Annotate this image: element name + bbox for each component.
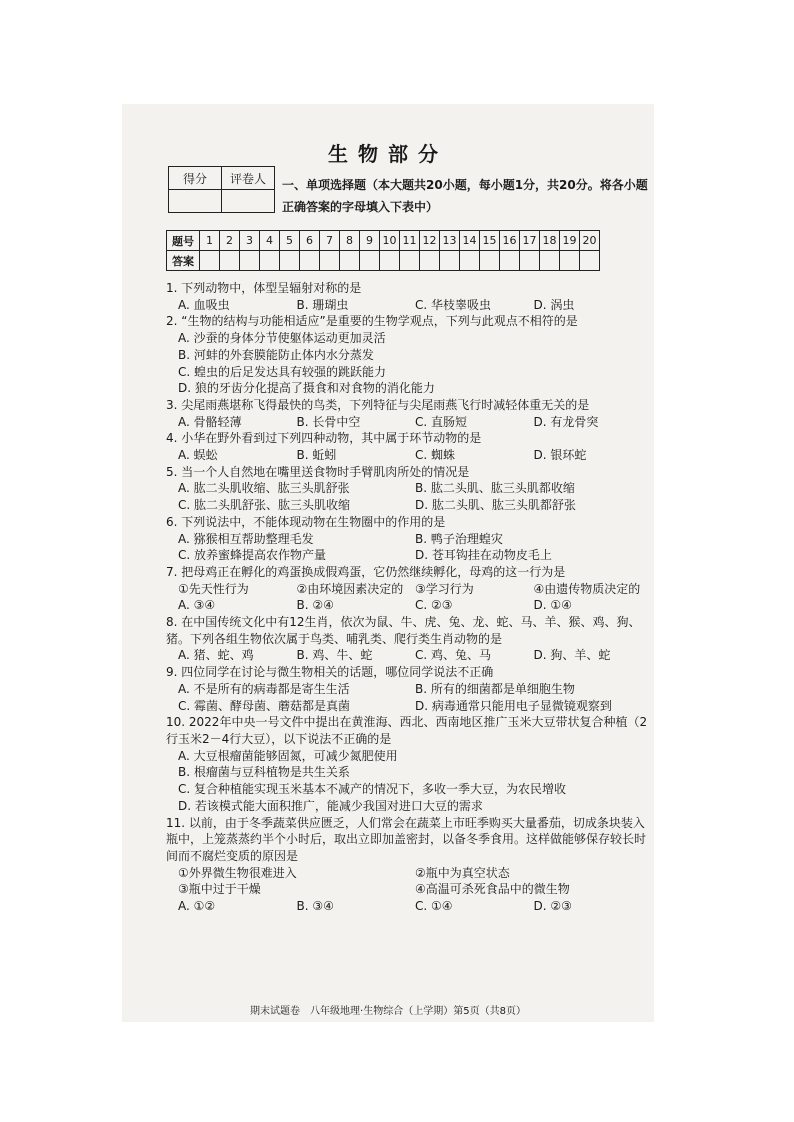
- answer-option: A. 大豆根瘤菌能够固氮，可减少氮肥使用: [178, 748, 398, 763]
- question-number-cell: 20: [580, 231, 600, 251]
- option-list: [166, 447, 652, 464]
- option-list: [166, 647, 652, 664]
- answer-option: C. 直肠短: [415, 414, 468, 429]
- answer-option: B. 蚯蚓: [296, 448, 337, 463]
- question-stem: 7. 把母鸡正在孵化的鸡蛋换成假鸡蛋，它仍然继续孵化，母鸡的这一行为是: [166, 564, 566, 579]
- question-stem: 2. “生物的结构与功能相适应”是重要的生物学观点，下列与此观点不相符的是: [166, 314, 578, 329]
- answer-cell[interactable]: [540, 251, 560, 271]
- answer-option: B. 珊瑚虫: [296, 297, 349, 312]
- answer-option: B. 鸭子治理蝗灾: [415, 531, 503, 546]
- question-block: [166, 397, 652, 430]
- answer-cell[interactable]: [560, 251, 580, 271]
- grader-cell[interactable]: [222, 190, 275, 213]
- answer-option: D. 狗、羊、蛇: [533, 648, 611, 663]
- answer-option: A. 不是所有的病毒都是寄生生活: [178, 681, 350, 696]
- answer-option: B. 根瘤菌与豆科植物是共生关系: [178, 765, 350, 780]
- answer-option: C. 蜘蛛: [415, 448, 456, 463]
- question-number-cell: 4: [260, 231, 280, 251]
- answer-option: D. 若该模式能大面积推广，能减少我国对进口大豆的需求: [178, 798, 483, 813]
- answer-option: D. 涡虫: [533, 297, 575, 312]
- question-stem: 3. 尖尾雨燕堪称飞得最快的鸟类，下列特征与尖尾雨燕飞行时减轻体重无关的是: [166, 397, 590, 412]
- option-list: [166, 681, 652, 714]
- question-number-cell: 18: [540, 231, 560, 251]
- question-stem: 10. 2022年中央一号文件中提出在黄淮海、西北、西南地区推广玉米大豆带状复合种植（2行玉米2－4行大豆），以下说法不正确的是: [166, 715, 648, 746]
- question-number-cell: 15: [480, 231, 500, 251]
- answer-cell[interactable]: [240, 251, 260, 271]
- option-list: [166, 480, 652, 513]
- answer-option: C. 蝗虫的后足发达具有较强的跳跃能力: [178, 364, 387, 379]
- answer-option: ③学习行为: [415, 581, 474, 596]
- answer-option: A. 猕猴相互帮助整理毛发: [178, 531, 314, 546]
- page-title: 生物部分: [328, 142, 448, 166]
- question-stem: 9. 四位同学在讨论与微生物相关的话题，哪位同学说法不正确: [166, 665, 494, 680]
- question-block: [166, 430, 652, 463]
- answer-option: A. ①②: [178, 899, 216, 914]
- score-cell[interactable]: [169, 190, 222, 213]
- question-number-cell: 1: [200, 231, 220, 251]
- answer-label: 答案: [167, 251, 200, 271]
- answer-option: C. 肱二头肌舒张、肱三头肌收缩: [178, 498, 351, 513]
- answer-option: C. 华枝睾吸虫: [415, 297, 492, 312]
- answer-option: ①外界微生物很难进入: [178, 865, 297, 880]
- answer-option: C. ①④: [415, 899, 453, 914]
- question-number-cell: 5: [280, 231, 300, 251]
- question-stem: 6. 下列说法中，不能体现动物在生物圈中的作用的是: [166, 514, 446, 529]
- answer-option: B. 鸡、牛、蛇: [296, 648, 373, 663]
- option-list: [166, 898, 652, 915]
- question-number-label: 题号: [167, 231, 200, 251]
- grader-label: 评卷人: [222, 167, 275, 190]
- section-heading: 一、单项选择题（本大题共20小题，每小题1分，共20分。将各小题正确答案的字母填入下表中）: [282, 178, 648, 214]
- question-number-cell: 3: [240, 231, 260, 251]
- answer-option: A. 骨骼轻薄: [178, 414, 242, 429]
- answer-option: A. 蜈蚣: [178, 448, 218, 463]
- answer-cell[interactable]: [260, 251, 280, 271]
- answer-option: A. ③④: [178, 598, 216, 613]
- answer-option: C. 鸡、兔、马: [415, 648, 492, 663]
- option-list: [166, 581, 652, 614]
- answer-cell[interactable]: [460, 251, 480, 271]
- question-number-cell: 6: [300, 231, 320, 251]
- answer-cell[interactable]: [440, 251, 460, 271]
- answer-cell[interactable]: [520, 251, 540, 271]
- answer-option: D. 病毒通常只能用电子显微镜观察到: [415, 698, 612, 713]
- page-footer: 期末试题卷 八年级地理·生物综合（上学期）第5页（共8页）: [250, 1006, 526, 1017]
- exam-page: [122, 104, 654, 1022]
- answer-cell[interactable]: [220, 251, 240, 271]
- question-number-cell: 8: [340, 231, 360, 251]
- answer-option: D. 有龙骨突: [533, 414, 599, 429]
- answer-option: D. 肱二头肌、肱三头肌都舒张: [415, 498, 576, 513]
- answer-option: B. 长骨中空: [296, 414, 361, 429]
- score-box: [168, 166, 275, 213]
- question-number-cell: 13: [440, 231, 460, 251]
- option-list: [166, 297, 652, 314]
- answer-option: C. 复合种植能实现玉米基本不减产的情况下，多收一季大豆，为农民增收: [178, 782, 567, 797]
- answer-cell[interactable]: [300, 251, 320, 271]
- answer-option: D. 狼的牙齿分化提高了摄食和对食物的消化能力: [178, 381, 435, 396]
- option-list: [166, 330, 652, 397]
- question-number-cell: 9: [360, 231, 380, 251]
- answer-option: A. 肱二头肌收缩、肱三头肌舒张: [178, 481, 350, 496]
- question-stem: 11. 以前，由于冬季蔬菜供应匮乏，人们常会在蔬菜上市旺季购买大量番茄，切成条块装入瓶中，上笼蒸蒸约半个小时后，取出立即加盖密封，以备冬季食用。这样做能够保存较长时间而不腐烂变质的原因是: [166, 815, 647, 863]
- answer-option: C. 霉菌、酵母菌、蘑菇都是真菌: [178, 698, 351, 713]
- answer-option: D. 苍耳钩挂在动物皮毛上: [415, 548, 552, 563]
- answer-option: ④高温可杀死食品中的微生物: [415, 882, 570, 897]
- question-block: [166, 815, 652, 899]
- score-label: 得分: [169, 167, 222, 190]
- question-block: [166, 614, 652, 664]
- answer-cell[interactable]: [580, 251, 600, 271]
- question-block: [166, 313, 652, 397]
- question-stem: 1. 下列动物中，体型呈辐射对称的是: [166, 281, 362, 295]
- option-list: [166, 531, 652, 564]
- answer-option: C. 放养蜜蜂提高农作物产量: [178, 548, 327, 563]
- answer-option: ④由遗传物质决定的: [533, 581, 641, 596]
- question-number-cell: 17: [520, 231, 540, 251]
- answer-option: D. ②③: [533, 899, 572, 914]
- question-list: [166, 280, 652, 915]
- question-block: [166, 714, 652, 814]
- answer-option: B. ②④: [296, 598, 334, 613]
- question-block: [166, 664, 652, 714]
- answer-option: A. 猪、蛇、鸡: [178, 648, 254, 663]
- question-stem: 5. 当一个人自然地在嘴里送食物时手臂肌肉所处的情况是: [166, 464, 470, 479]
- answer-cell[interactable]: [480, 251, 500, 271]
- answer-option: D. ①④: [533, 598, 572, 613]
- question-number-cell: 7: [320, 231, 340, 251]
- answer-cell[interactable]: [340, 251, 360, 271]
- answer-cell[interactable]: [200, 251, 220, 271]
- question-block: [166, 464, 652, 514]
- answer-table: [166, 230, 600, 271]
- answer-cell[interactable]: [500, 251, 520, 271]
- question-block: [166, 898, 652, 915]
- answer-cell[interactable]: [400, 251, 420, 271]
- answer-option: A. 血吸虫: [178, 297, 230, 312]
- answer-cell[interactable]: [360, 251, 380, 271]
- question-number-cell: 12: [420, 231, 440, 251]
- answer-cell[interactable]: [280, 251, 300, 271]
- answer-option: B. ③④: [296, 899, 334, 914]
- question-block: [166, 280, 652, 313]
- answer-cell[interactable]: [420, 251, 440, 271]
- question-number-cell: 10: [380, 231, 400, 251]
- question-number-cell: 14: [460, 231, 480, 251]
- question-stem: 4. 小华在野外看到过下列四种动物，其中属于环节动物的是: [166, 431, 482, 446]
- question-number-cell: 16: [500, 231, 520, 251]
- answer-option: ②由环境因素决定的: [296, 581, 404, 596]
- question-block: [166, 564, 652, 614]
- option-list: [166, 414, 652, 431]
- answer-option: ①先天性行为: [178, 581, 249, 596]
- answer-option: D. 银环蛇: [533, 448, 587, 463]
- answer-option: B. 河蚌的外套膜能防止体内水分蒸发: [178, 347, 374, 362]
- answer-option: B. 肱二头肌、肱三头肌都收缩: [415, 481, 575, 496]
- question-block: [166, 514, 652, 564]
- question-number-cell: 11: [400, 231, 420, 251]
- answer-option: B. 所有的细菌都是单细胞生物: [415, 681, 575, 696]
- question-stem: 8. 在中国传统文化中有12生肖，依次为鼠、牛、虎、兔、龙、蛇、马、羊、猴、鸡、狗、猪。下列各组生物依次属于鸟类、哺乳类、爬行类生肖动物的是: [166, 615, 641, 646]
- answer-option: ②瓶中为真空状态: [415, 865, 510, 880]
- answer-option: A. 沙蚕的身体分节使躯体运动更加灵活: [178, 331, 386, 346]
- option-list: [166, 748, 652, 815]
- question-number-cell: 2: [220, 231, 240, 251]
- option-list: [166, 865, 652, 898]
- answer-option: ③瓶中过于干燥: [178, 882, 261, 897]
- answer-cell[interactable]: [380, 251, 400, 271]
- answer-option: C. ②③: [415, 598, 453, 613]
- question-number-cell: 19: [560, 231, 580, 251]
- answer-cell[interactable]: [320, 251, 340, 271]
